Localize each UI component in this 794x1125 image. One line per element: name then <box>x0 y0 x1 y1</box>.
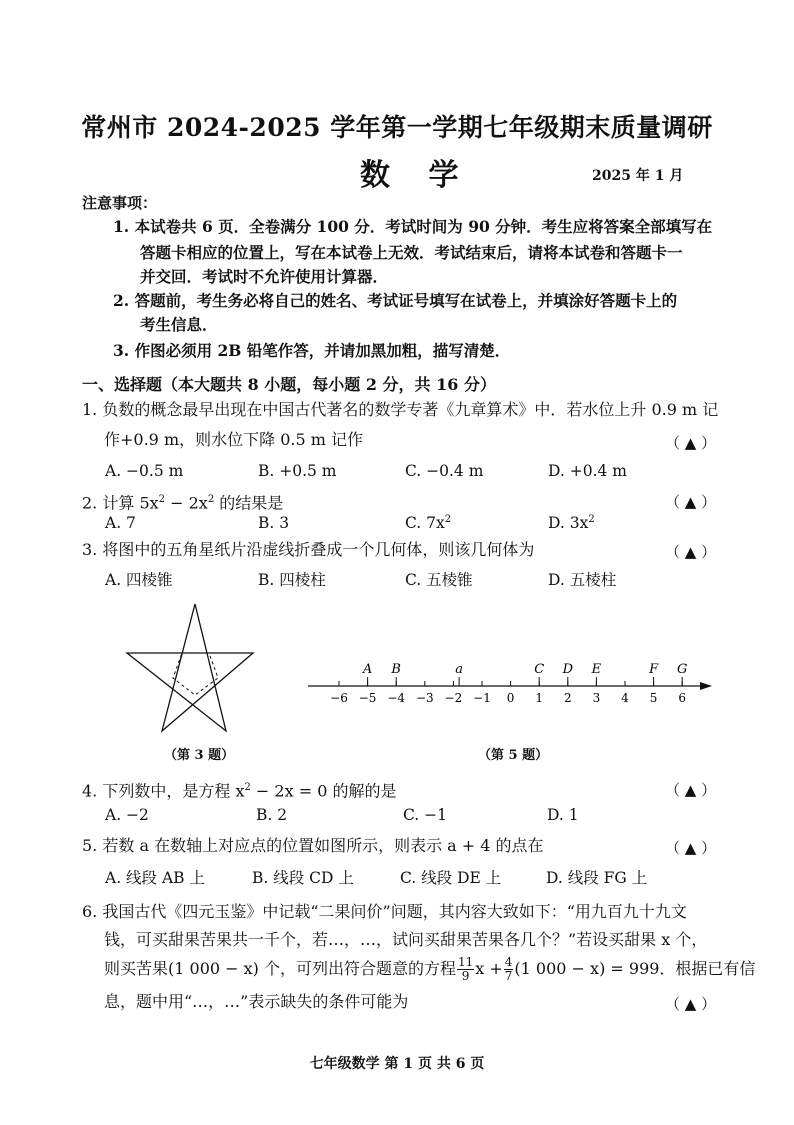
tick-label: −1 <box>473 691 491 705</box>
q4-answer-mark: （ ▲ ） <box>665 781 717 799</box>
point-label: B <box>391 662 401 677</box>
q5-option-d: D. 线段 FG 上 <box>546 869 648 887</box>
star-outline <box>127 604 253 731</box>
tick-label: 0 <box>506 691 515 705</box>
q2-text: 2. 计算 $5x^2 - 2x^2$ 的结果是 <box>82 493 284 513</box>
q3-option-c: C. 五棱锥 <box>405 571 473 589</box>
q6-line-3: 则买苦果(1 000 − x) 个，可列出符合题意的方程 $\frac{11}{9}$ x + $\frac{4}{7}$ (1 000 − x) = 999．根据已有信 <box>104 955 756 983</box>
q4-option-d: D. 1 <box>547 806 579 824</box>
tick-label: 2 <box>563 691 572 705</box>
tick-label: 4 <box>621 691 629 705</box>
subject-title: 数 学 <box>360 158 473 193</box>
section-heading: 一、选择题（本大题共 8 小题，每小题 2 分，共 16 分） <box>82 375 496 394</box>
q2-option-b: B. 3 <box>258 514 290 532</box>
tick-label: 5 <box>649 691 658 705</box>
q2-answer-mark: （ ▲ ） <box>665 493 717 511</box>
q4-option-b: B. 2 <box>256 806 288 824</box>
number-line-points <box>362 662 687 686</box>
point-label: E <box>591 662 602 677</box>
notice-line-6: 3. 作图必须用 2B 铅笔作答，并请加黑加粗，描写清楚． <box>113 341 511 360</box>
notice-heading: 注意事项： <box>82 194 158 212</box>
number-line-figure <box>300 650 720 715</box>
q3-figure-caption: （第 3 题） <box>164 748 235 763</box>
number-line-ticks <box>339 681 682 686</box>
point-label: G <box>677 662 688 677</box>
q1-line-2: 作+0.9 m，则水位下降 0.5 m 记作 <box>104 430 363 449</box>
tick-label: −6 <box>330 691 348 705</box>
point-label: C <box>534 662 545 677</box>
q4-text: 4. 下列数中，是方程 $x^2 - 2x = 0$ 的解的是 <box>82 781 397 801</box>
tick-label: −5 <box>358 691 377 705</box>
tick-label: −3 <box>415 691 434 705</box>
q5-option-c: C. 线段 DE 上 <box>400 869 502 887</box>
point-label: A <box>362 662 373 677</box>
fraction-4-7: $\frac{4}{7}$ <box>504 955 513 983</box>
star-figure <box>120 598 280 738</box>
q5-text: 5. 若数 a 在数轴上对应点的位置如图所示，则表示 a + 4 的点在 <box>82 836 544 855</box>
q5-option-b: B. 线段 CD 上 <box>252 869 354 887</box>
point-label: D <box>562 662 574 677</box>
notice-line-1: 1. 本试卷共 6 页．全卷满分 100 分．考试时间为 90 分钟．考生应将答案全部填写在 <box>113 217 713 236</box>
q6-answer-mark: （ ▲ ） <box>665 995 717 1013</box>
q5-option-a: A. 线段 AB 上 <box>105 869 205 887</box>
q4-option-a: A. −2 <box>105 806 149 824</box>
tick-label: 1 <box>535 691 544 705</box>
q3-option-d: D. 五棱柱 <box>548 571 617 589</box>
notice-line-2: 答题卡相应的位置上，写在本试卷上无效．考试结束后，请将本试卷和答题卡一 <box>140 243 683 262</box>
tick-label: −2 <box>444 691 463 705</box>
q5-figure-caption: （第 5 题） <box>478 748 549 763</box>
arrow-icon <box>700 682 712 690</box>
q3-option-a: A. 四棱锥 <box>105 571 173 589</box>
q4-option-c: C. −1 <box>403 806 448 824</box>
notice-line-5: 考生信息． <box>140 315 218 334</box>
q3-answer-mark: （ ▲ ） <box>665 543 717 561</box>
q2-option-a: A. 7 <box>105 514 136 532</box>
number-line-tick-labels <box>330 691 686 705</box>
q1-option-a: A. −0.5 m <box>105 462 184 480</box>
fraction-11-9: $\frac{11}{9}$ <box>457 955 474 983</box>
point-label: a <box>455 662 464 677</box>
q2-option-c: C. $7x^2$ <box>405 514 452 533</box>
q6-line-1: 6. 我国古代《四元玉鉴》中记载“二果问价”问题，其内容大致如下：“用九百九十九文 <box>82 902 687 921</box>
q2-option-d: D. $3x^2$ <box>548 514 595 533</box>
q1-option-d: D. +0.4 m <box>548 462 627 480</box>
q1-option-c: C. −0.4 m <box>405 462 484 480</box>
q1-answer-mark: （ ▲ ） <box>665 434 717 452</box>
q5-answer-mark: （ ▲ ） <box>665 839 717 857</box>
q3-option-b: B. 四棱柱 <box>258 571 326 589</box>
exam-date: 2025 年 1 月 <box>592 168 684 184</box>
page-footer: 七年级数学 第 1 页 共 6 页 <box>309 1056 485 1072</box>
q1-option-b: B. +0.5 m <box>258 462 337 480</box>
tick-label: 6 <box>678 691 687 705</box>
notice-line-4: 2. 答题前，考生务必将自己的姓名、考试证号填写在试卷上，并填涂好答题卡上的 <box>113 291 678 310</box>
point-label: F <box>649 662 659 677</box>
exam-title: 常州市 2024-2025 学年第一学期七年级期末质量调研 <box>81 113 713 142</box>
q3-text: 3. 将图中的五角星纸片沿虚线折叠成一个几何体，则该几何体为 <box>82 540 535 559</box>
q6-line-2: 钱，可买甜果苦果共一千个，若…，…，试问买甜果苦果各几个？”若设买甜果 x 个， <box>104 930 708 949</box>
tick-label: −4 <box>387 691 406 705</box>
tick-label: 3 <box>592 691 601 705</box>
q6-line-4: 息，题中用“…，…”表示缺失的条件可能为 <box>104 992 409 1011</box>
q1-line-1: 1. 负数的概念最早出现在中国古代著名的数学专著《九章算术》中．若水位上升 0.9 m 记 <box>82 400 719 419</box>
notice-line-3: 并交回．考试时不允许使用计算器． <box>140 267 389 286</box>
